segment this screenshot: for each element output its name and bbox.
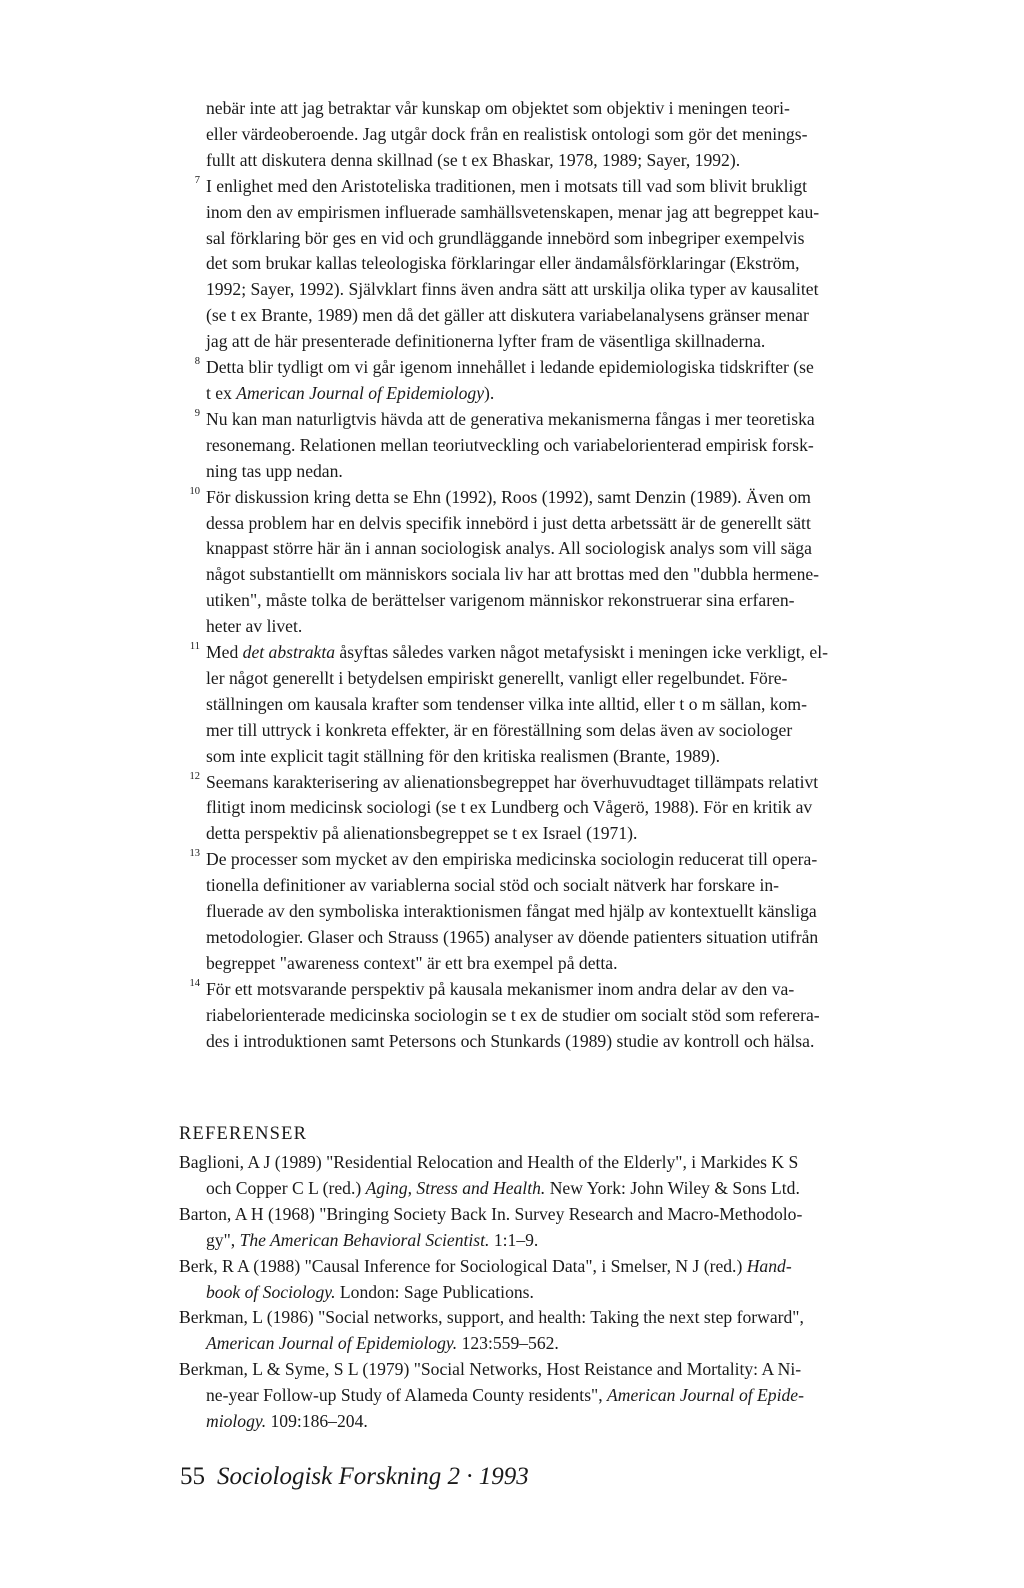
footnote-line: ning tas upp nedan. (206, 460, 343, 481)
footnotes-section (189, 96, 958, 1055)
footnote-line: Med det abstrakta åsyftas således varken något metafysiskt i meningen icke verkligt, el- (206, 642, 828, 663)
footnote (189, 770, 958, 848)
references-list (179, 1150, 969, 1435)
footnote-line: des i introduktionen samt Petersons och Stunkards (1989) studie av kontroll och hälsa. (206, 1030, 815, 1051)
footnote-line: metodologier. Glaser och Strauss (1965) analyser av döende patienters situation utifrån (206, 927, 819, 947)
footnote-line: sal förklaring bör ges en vid och grundläggande innebörd som inbegriper exempelvis (206, 227, 805, 248)
footnote-line: Detta blir tydligt om vi går igenom innehållet i ledande epidemiologiska tidskrifter (se (206, 357, 814, 378)
footnote-number: 7 (194, 174, 200, 186)
footnote-line: eller värdeoberoende. Jag utgår dock från en realistisk ontologi som gör det menings- (206, 123, 808, 144)
footnote (189, 977, 958, 1055)
footnote-line: (se t ex Brante, 1989) men då det gäller att diskutera variabelanalysens gränser menar (206, 305, 809, 326)
reference-line: book of Sociology. London: Sage Publications. (206, 1281, 534, 1302)
reference-line: Baglioni, A J (1989) "Residential Relocation and Health of the Elderly", i Markides K S (179, 1152, 799, 1172)
footnote-line: För diskussion kring detta se Ehn (1992), Roos (1992), samt Denzin (1989). Även om (206, 486, 811, 507)
footnote-line: De processer som mycket av den empiriska medicinska sociologin reducerat till opera- (206, 849, 818, 870)
reference-line: och Copper C L (red.) Aging, Stress and Health. New York: John Wiley & Sons Ltd. (206, 1177, 800, 1198)
footnote-line: Seemans karakterisering av alienationsbegreppet har överhuvudtaget tillämpats relativt (206, 771, 819, 792)
footnote-line: något substantiellt om människors sociala liv har att brottas med den "dubbla hermene- (206, 564, 820, 585)
footnote (194, 355, 958, 407)
page-number: 55 (180, 1463, 205, 1490)
reference-entry (179, 1357, 969, 1435)
footnote-line: flitigt inom medicinsk sociologi (se t ex Lundberg och Vågerö, 1988). För en kritik av (206, 797, 813, 818)
page-footer (180, 1460, 529, 1494)
footnote-line: För ett motsvarande perspektiv på kausala mekanismer inom andra delar av den va- (206, 978, 795, 999)
footnote-number: 10 (189, 485, 200, 497)
footnote-number: 9 (194, 407, 200, 419)
footnote-line: mer till uttryck i konkreta effekter, är en föreställning som delas även av sociologer (206, 719, 793, 740)
footnote (206, 96, 958, 174)
footnote-line: Nu kan man naturligtvis hävda att de generativa mekanismerna fångas i mer teoretiska (206, 408, 815, 429)
footnote-line: fluerade av den symboliska interaktionismen fångat med hjälp av kontextuellt känsliga (206, 901, 817, 922)
footnote-line: 1992; Sayer, 1992). Självklart finns även andra sätt att urskilja olika typer av kausalitet (206, 279, 819, 300)
reference-line: miology. 109:186–204. (206, 1411, 368, 1432)
footnote (189, 640, 958, 770)
footnote-line: knappast större här än i annan sociologisk analys. All sociologisk analys som vill säga (206, 538, 812, 559)
reference-line: Barton, A H (1968) "Bringing Society Back In. Survey Research and Macro-Methodolo- (179, 1203, 803, 1224)
reference-entry (179, 1305, 969, 1357)
footnote-number: 8 (194, 356, 200, 368)
footnote (189, 485, 958, 640)
footnote-line: detta perspektiv på alienationsbegreppet se t ex Israel (1971). (206, 823, 638, 844)
references-section (179, 1122, 969, 1435)
reference-line: Berkman, L (1986) "Social networks, support, and health: Taking the next step forward", (179, 1307, 804, 1328)
footnote-line: jag att de här presenterade definitionerna lyfter fram de väsentliga skillnaderna. (206, 331, 766, 352)
reference-line: ne-year Follow-up Study of Alameda County residents", American Journal of Epide- (206, 1385, 804, 1406)
footnote-line: det som brukar kallas teleologiska förklaringar eller ändamålsförklaringar (Ekström, (206, 253, 800, 274)
footnote-line: inom den av empirismen influerade samhällsvetenskapen, menar jag att begreppet kau- (206, 201, 820, 222)
footnote-number: 12 (189, 770, 200, 782)
journal-name: Sociologisk Forskning 2 · 1993 (217, 1463, 529, 1490)
footnote (194, 407, 958, 485)
footnote-line: heter av livet. (206, 616, 303, 637)
footnote-line: nebär inte att jag betraktar vår kunskap om objektet som objektiv i meningen teori- (206, 98, 790, 118)
reference-line: Berkman, L & Syme, S L (1979) "Social Networks, Host Reistance and Mortality: A Ni- (179, 1359, 802, 1380)
references-heading: REFERENSER (179, 1124, 308, 1144)
footnote-line: dessa problem har en delvis specifik innebörd i just detta arbetssätt är de generellt sätt (206, 512, 811, 533)
footnote-line: tionella definitioner av variablerna social stöd och socialt nätverk har forskare in- (206, 875, 780, 896)
footnote-line: t ex American Journal of Epidemiology). (206, 382, 495, 403)
footnote-line: ler något generellt i betydelsen empiriskt generellt, vanligt eller regelbundet. Före- (206, 667, 788, 688)
reference-line: American Journal of Epidemiology. 123:559–562. (206, 1333, 559, 1354)
footnote (194, 174, 958, 355)
footnote-line: begreppet "awareness context" är ett bra exempel på detta. (206, 952, 618, 973)
footnote-number: 13 (189, 848, 200, 860)
footnote-line: riabelorienterade medicinska sociologin se t ex de studier om socialt stöd som referera- (206, 1004, 820, 1025)
footnote (189, 847, 958, 977)
footnote-line: utiken", måste tolka de berättelser varigenom människor rekonstruerar sina erfaren- (206, 590, 795, 611)
reference-entry (179, 1254, 969, 1306)
footnote-line: resonemang. Relationen mellan teoriutveckling och variabelorienterad empirisk forsk- (206, 434, 814, 455)
footnote-line: I enlighet med den Aristoteliska traditionen, men i motsats till vad som blivit brukligt (206, 175, 808, 196)
footnote-line: fullt att diskutera denna skillnad (se t ex Bhaskar, 1978, 1989; Sayer, 1992). (206, 149, 741, 170)
footnote-number: 14 (189, 977, 200, 989)
footnote-line: ställningen om kausala krafter som tendenser vilka inte alltid, eller t o m sällan, kom- (206, 693, 807, 714)
footnote-line: som inte explicit tagit ställning för den kritiska realismen (Brante, 1989). (206, 745, 721, 766)
reference-entry (179, 1150, 969, 1202)
reference-line: gy", The American Behavioral Scientist. 1:1–9. (206, 1229, 539, 1250)
reference-line: Berk, R A (1988) "Causal Inference for Sociological Data", i Smelser, N J (red.) Hand- (179, 1255, 792, 1276)
reference-entry (179, 1202, 969, 1254)
footnote-number: 11 (189, 641, 200, 653)
